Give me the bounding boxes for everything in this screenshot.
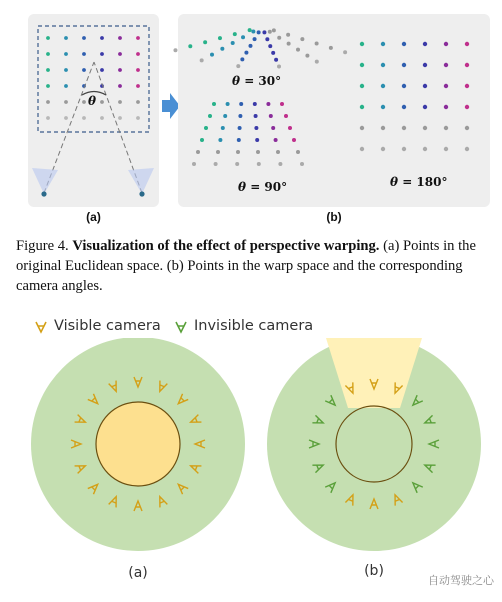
euclidean-point — [64, 36, 68, 40]
watermark: 自动驾驶之心 — [428, 574, 494, 587]
warp-point — [237, 138, 241, 142]
warp-point — [266, 102, 270, 106]
transform-arrow — [162, 93, 180, 119]
warp-point — [210, 53, 214, 57]
warp-point — [444, 147, 448, 151]
warp-point — [265, 37, 269, 41]
euclidean-point — [100, 36, 104, 40]
warp-point — [200, 138, 204, 142]
euclidean-point — [82, 52, 86, 56]
warp-point — [444, 42, 448, 46]
warp-point — [423, 147, 427, 151]
warp-point — [329, 46, 333, 50]
warp-point — [238, 114, 242, 118]
warp-point — [196, 150, 200, 154]
warp-point — [204, 126, 208, 130]
warp-point — [381, 84, 385, 88]
euclidean-point — [46, 84, 50, 88]
euclidean-point — [64, 52, 68, 56]
warp-point — [360, 63, 364, 67]
warp-point — [254, 114, 258, 118]
euclidean-point — [136, 36, 140, 40]
inner-disk-a — [96, 402, 180, 486]
euclidean-point — [82, 116, 86, 120]
warp-point — [223, 114, 227, 118]
theta-90-value: = 90° — [250, 180, 288, 194]
warp-point — [444, 105, 448, 109]
warp-point — [248, 28, 252, 32]
warp-point — [251, 30, 255, 34]
warp-point — [402, 84, 406, 88]
figure-caption — [16, 236, 488, 296]
warp-point — [255, 138, 259, 142]
warp-point — [268, 44, 272, 48]
euclidean-point — [118, 68, 122, 72]
euclidean-point — [64, 100, 68, 104]
warp-point — [239, 102, 243, 106]
warp-point — [305, 54, 309, 58]
warp-point — [188, 44, 192, 48]
theta-90-label — [238, 180, 287, 194]
warp-point — [236, 64, 240, 68]
warp-point — [248, 44, 252, 48]
warp-point — [465, 126, 469, 130]
euclidean-point — [46, 100, 50, 104]
warp-point — [276, 150, 280, 154]
warp-point — [268, 30, 272, 34]
camera-right — [139, 191, 144, 196]
warp-point — [271, 51, 275, 55]
warp-point — [256, 150, 260, 154]
warp-point — [444, 126, 448, 130]
invisible-camera-icon — [174, 320, 188, 334]
warp-point — [465, 147, 469, 151]
warp-point — [300, 162, 304, 166]
warp-point — [212, 102, 216, 106]
warp-point — [300, 37, 304, 41]
warp-point — [296, 150, 300, 154]
euclidean-point — [64, 116, 68, 120]
top-figure — [0, 0, 502, 230]
warp-point — [360, 105, 364, 109]
euclidean-point — [118, 52, 122, 56]
euclidean-point — [82, 100, 86, 104]
warp-point — [402, 42, 406, 46]
euclidean-point — [100, 116, 104, 120]
caption-body: (a) Points in the original Euclidean space. (b) Points in the warp space and the corresponding camera angles. — [16, 238, 476, 294]
warp-point — [277, 65, 281, 69]
warp-point — [216, 150, 220, 154]
warp-point — [231, 41, 235, 45]
warp-point — [218, 138, 222, 142]
bottom-label-b: (b) — [364, 563, 384, 579]
euclidean-point — [46, 52, 50, 56]
warp-point — [200, 58, 204, 62]
bottom-label-a: (a) — [128, 565, 148, 581]
euclidean-point — [100, 68, 104, 72]
warp-point — [218, 36, 222, 40]
warp-point — [220, 47, 224, 51]
angle-symbol: θ — [88, 94, 97, 108]
warp-point — [402, 147, 406, 151]
euclidean-point — [82, 36, 86, 40]
theta-180-label — [390, 175, 447, 189]
warp-point — [236, 150, 240, 154]
warp-point — [280, 102, 284, 106]
theta-30-symbol: θ — [232, 74, 241, 88]
warp-point — [233, 32, 237, 36]
warp-point — [465, 63, 469, 67]
warp-point — [402, 63, 406, 67]
warp-point — [381, 42, 385, 46]
euclidean-point — [82, 68, 86, 72]
warp-point — [444, 84, 448, 88]
warp-point — [241, 35, 245, 39]
warp-point — [244, 51, 248, 55]
euclidean-point — [100, 100, 104, 104]
warp-point — [262, 30, 266, 34]
euclidean-point — [118, 100, 122, 104]
euclidean-point — [46, 36, 50, 40]
warp-point — [296, 48, 300, 52]
warp-point — [465, 42, 469, 46]
warp-point — [315, 41, 319, 45]
theta-180-symbol: θ — [390, 175, 399, 189]
warp-point — [257, 30, 261, 34]
warp-point — [402, 105, 406, 109]
warp-point — [278, 162, 282, 166]
visible-camera-label: Visible camera — [54, 318, 161, 334]
warp-point — [360, 84, 364, 88]
euclidean-point — [136, 100, 140, 104]
euclidean-point — [136, 68, 140, 72]
warp-point — [274, 58, 278, 62]
bottom-figure — [0, 338, 502, 602]
warp-point — [381, 63, 385, 67]
warp-point — [423, 126, 427, 130]
warp-point — [423, 105, 427, 109]
theta-30-label — [232, 74, 281, 88]
warp-point — [253, 37, 257, 41]
euclidean-point — [46, 68, 50, 72]
warp-point — [423, 84, 427, 88]
warp-point — [360, 126, 364, 130]
warp-point — [423, 42, 427, 46]
euclidean-point — [136, 84, 140, 88]
warp-point — [274, 138, 278, 142]
euclidean-point — [64, 68, 68, 72]
warp-point — [292, 138, 296, 142]
warp-point — [286, 33, 290, 37]
warp-point — [465, 105, 469, 109]
theta-90-symbol: θ — [238, 180, 247, 194]
warp-point — [444, 63, 448, 67]
euclidean-point — [118, 116, 122, 120]
invisible-camera-label: Invisible camera — [194, 318, 314, 334]
warp-point — [208, 114, 212, 118]
warp-point — [381, 147, 385, 151]
euclidean-point — [64, 84, 68, 88]
warp-point — [284, 114, 288, 118]
warp-point — [402, 126, 406, 130]
warp-point — [254, 126, 258, 130]
theta-180-value: = 180° — [402, 175, 448, 189]
euclidean-point — [100, 52, 104, 56]
theta-30-value: = 30° — [244, 74, 282, 88]
warp-point — [277, 36, 281, 40]
warp-point — [226, 102, 230, 106]
euclidean-point — [46, 116, 50, 120]
warp-point — [423, 63, 427, 67]
warp-point — [269, 114, 273, 118]
warp-point — [173, 48, 177, 52]
warp-point — [257, 162, 261, 166]
euclidean-point — [136, 116, 140, 120]
warp-point — [271, 126, 275, 130]
warp-point — [240, 57, 244, 61]
euclidean-point — [118, 36, 122, 40]
caption-prefix: Figure 4. — [16, 238, 69, 254]
warp-point — [360, 147, 364, 151]
warp-point — [203, 40, 207, 44]
warp-point — [253, 102, 257, 106]
warp-point — [238, 126, 242, 130]
warp-point — [315, 60, 319, 64]
warp-point — [214, 162, 218, 166]
panel-a-label: (a) — [86, 210, 101, 224]
warp-point — [465, 84, 469, 88]
warp-point — [381, 105, 385, 109]
warp-point — [360, 42, 364, 46]
warp-point — [288, 126, 292, 130]
caption-title: Visualization of the effect of perspective warping. — [72, 238, 380, 254]
warp-point — [287, 42, 291, 46]
panel-b-label: (b) — [326, 210, 342, 224]
warp-point — [192, 162, 196, 166]
camera-left — [41, 191, 46, 196]
warp-point — [235, 162, 239, 166]
warp-point — [343, 50, 347, 54]
euclidean-point — [136, 52, 140, 56]
warp-point — [221, 126, 225, 130]
visible-camera-icon — [34, 320, 48, 334]
euclidean-point — [118, 84, 122, 88]
warp-point — [272, 28, 276, 32]
warp-point — [381, 126, 385, 130]
